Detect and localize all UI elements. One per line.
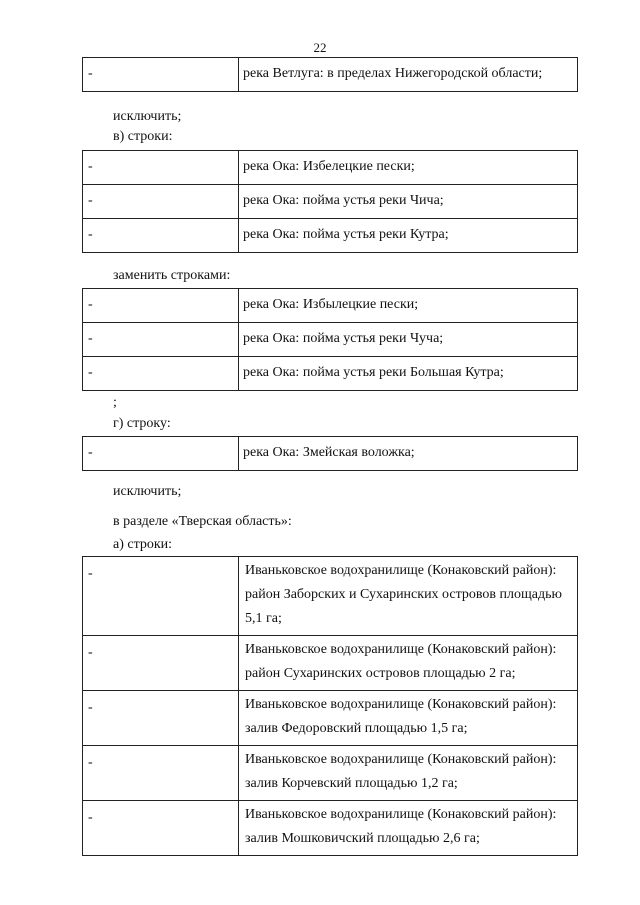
table-ivankovo-reservoir xyxy=(82,556,578,856)
paragraph-rows-v: в) строки: xyxy=(113,129,173,144)
table-row xyxy=(83,185,578,219)
row-marker-cell: - xyxy=(83,801,239,856)
row-marker-cell: - xyxy=(83,151,239,185)
table-oka-new-rows xyxy=(82,288,578,391)
row-text-cell: Иваньковское водохранилище (Конаковский район): залив Мошковичский площадью 2,6 га; xyxy=(239,801,578,856)
table-row xyxy=(83,691,578,746)
paragraph-row-g: г) строку: xyxy=(113,416,171,431)
row-text-cell: Иваньковское водохранилище (Конаковский район): район Сухаринских островов площадью 2 га; xyxy=(239,636,578,691)
row-marker-cell: - xyxy=(83,58,239,92)
table-row xyxy=(83,323,578,357)
table-oka-old-rows xyxy=(82,150,578,253)
row-marker-cell: - xyxy=(83,691,239,746)
table-row xyxy=(83,58,578,92)
row-text-cell: Иваньковское водохранилище (Конаковский район): залив Корчевский площадью 1,2 га; xyxy=(239,746,578,801)
row-text-cell: река Ока: Избылецкие пески; xyxy=(239,289,578,323)
table-row xyxy=(83,289,578,323)
table-excluded-vetluga xyxy=(82,57,578,92)
row-text-cell: река Ока: Избелецкие пески; xyxy=(239,151,578,185)
row-marker-cell: - xyxy=(83,746,239,801)
table-row xyxy=(83,357,578,391)
row-text-cell: Иваньковское водохранилище (Конаковский район): залив Федоровский площадью 1,5 га; xyxy=(239,691,578,746)
paragraph-exclude-2: исключить; xyxy=(113,484,182,499)
table-row xyxy=(83,151,578,185)
paragraph-section-tver: в разделе «Тверская область»: xyxy=(113,514,292,529)
paragraph-replace-with: заменить строками: xyxy=(113,268,231,283)
table-oka-zmeyskaya xyxy=(82,436,578,471)
table-row xyxy=(83,801,578,856)
row-text-cell: река Ока: Змейская воложка; xyxy=(239,437,578,471)
table-row xyxy=(83,557,578,636)
row-text-cell: река Ока: пойма устья реки Чича; xyxy=(239,185,578,219)
row-marker-cell: - xyxy=(83,219,239,253)
row-marker-cell: - xyxy=(83,185,239,219)
paragraph-semicolon: ; xyxy=(113,395,117,410)
row-marker-cell: - xyxy=(83,636,239,691)
table-row xyxy=(83,636,578,691)
page-number: 22 xyxy=(313,40,327,55)
row-text-cell: река Ока: пойма устья реки Кутра; xyxy=(239,219,578,253)
table-row xyxy=(83,219,578,253)
row-marker-cell: - xyxy=(83,437,239,471)
row-text-cell: река Ока: пойма устья реки Чуча; xyxy=(239,323,578,357)
row-text-cell: река Ветлуга: в пределах Нижегородской области; xyxy=(239,58,578,92)
row-marker-cell: - xyxy=(83,323,239,357)
paragraph-exclude: исключить; xyxy=(113,109,182,124)
table-row xyxy=(83,437,578,471)
paragraph-rows-a: а) строки: xyxy=(113,537,173,552)
row-marker-cell: - xyxy=(83,357,239,391)
row-marker-cell: - xyxy=(83,289,239,323)
table-row xyxy=(83,746,578,801)
row-marker-cell: - xyxy=(83,557,239,636)
row-text-cell: река Ока: пойма устья реки Большая Кутра; xyxy=(239,357,578,391)
row-text-cell: Иваньковское водохранилище (Конаковский район): район Заборских и Сухаринских островов площадью 5,1 га; xyxy=(239,557,578,636)
